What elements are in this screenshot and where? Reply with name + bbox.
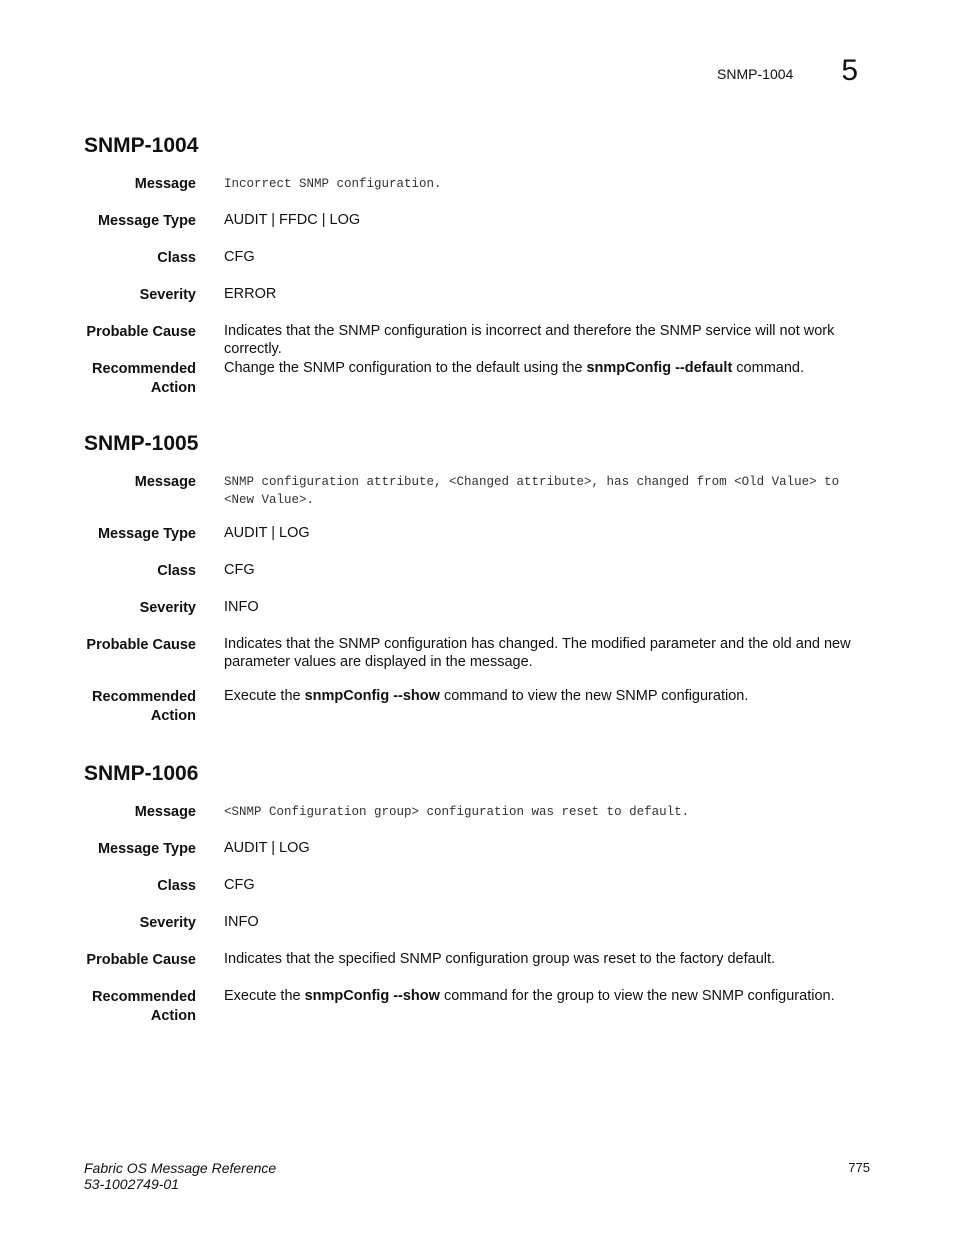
row-message xyxy=(84,802,874,839)
label-severity: Severity xyxy=(139,287,196,303)
severity-value: ERROR xyxy=(224,286,277,302)
probable-cause-value: Indicates that the specified SNMP configuration group was reset to the factory default. xyxy=(224,951,776,967)
label-class: Class xyxy=(157,250,196,266)
row-recommended-action xyxy=(84,359,874,398)
row-probable-cause xyxy=(84,635,874,687)
label-message-type: Message Type xyxy=(97,526,196,542)
probable-cause-value: Indicates that the SNMP configuration is incorrect and therefore the SNMP service will not work correctly. xyxy=(224,323,835,357)
header-section-label: SNMP-1004 xyxy=(717,66,794,82)
class-value: CFG xyxy=(224,249,255,265)
recommended-action-value: Execute the snmpConfig --show command to view the new SNMP configuration. xyxy=(224,688,749,704)
message-text: Incorrect SNMP configuration. xyxy=(224,177,442,191)
recommended-action-value: Execute the snmpConfig --show command for the group to view the new SNMP configuration. xyxy=(224,988,835,1004)
row-message xyxy=(84,472,874,524)
page-footer xyxy=(84,1160,870,1192)
row-recommended-action xyxy=(84,687,874,726)
message-type-value: AUDIT | LOG xyxy=(224,525,310,541)
severity-value: INFO xyxy=(224,599,259,615)
row-severity xyxy=(84,598,874,635)
label-message: Message xyxy=(134,176,196,192)
row-severity xyxy=(84,285,874,322)
row-message-type xyxy=(84,839,874,876)
command-name: snmpConfig --show xyxy=(304,688,440,704)
message-text: <SNMP Configuration group> configuration was reset to default. xyxy=(224,805,690,819)
label-class: Class xyxy=(157,878,196,894)
message-text: SNMP configuration attribute, <Changed attribute>, has changed from <Old Value> to <New Value>. xyxy=(224,475,840,507)
row-message xyxy=(84,174,874,211)
class-value: CFG xyxy=(224,562,255,578)
entry-title: SNMP-1004 xyxy=(84,134,199,157)
label-severity: Severity xyxy=(139,600,196,616)
label-class: Class xyxy=(157,563,196,579)
class-value: CFG xyxy=(224,877,255,893)
message-entry-snmp-1005 xyxy=(84,432,874,726)
probable-cause-value: Indicates that the SNMP configuration has changed. The modified parameter and the old and new parameter values are displayed in the message. xyxy=(224,636,851,670)
label-recommended-action: Recommended Action xyxy=(92,361,196,396)
footer-doc-number: 53-1002749-01 xyxy=(84,1176,179,1192)
row-probable-cause xyxy=(84,950,874,987)
entry-title: SNMP-1005 xyxy=(84,432,199,455)
footer-doc-title: Fabric OS Message Reference xyxy=(84,1160,277,1176)
entry-title: SNMP-1006 xyxy=(84,762,199,785)
label-message: Message xyxy=(134,804,196,820)
label-probable-cause: Probable Cause xyxy=(86,952,196,968)
severity-value: INFO xyxy=(224,914,259,930)
page-header xyxy=(717,56,858,86)
row-message-type xyxy=(84,524,874,561)
label-recommended-action: Recommended Action xyxy=(92,989,196,1024)
row-class xyxy=(84,561,874,598)
label-message: Message xyxy=(134,474,196,490)
label-probable-cause: Probable Cause xyxy=(86,637,196,653)
message-type-value: AUDIT | FFDC | LOG xyxy=(224,212,361,228)
command-name: snmpConfig --show xyxy=(304,988,440,1004)
message-entry-snmp-1004 xyxy=(84,134,874,398)
recommended-action-value: Change the SNMP configuration to the default using the snmpConfig --default command. xyxy=(224,360,805,376)
message-type-value: AUDIT | LOG xyxy=(224,840,310,856)
message-entry-snmp-1006 xyxy=(84,762,874,1026)
label-message-type: Message Type xyxy=(97,213,196,229)
label-severity: Severity xyxy=(139,915,196,931)
row-recommended-action xyxy=(84,987,874,1026)
row-probable-cause xyxy=(84,322,874,359)
label-probable-cause: Probable Cause xyxy=(86,324,196,340)
command-name: snmpConfig --default xyxy=(586,360,733,376)
row-severity xyxy=(84,913,874,950)
footer-page-number: 775 xyxy=(848,1160,870,1175)
row-message-type xyxy=(84,211,874,248)
label-message-type: Message Type xyxy=(97,841,196,857)
row-class xyxy=(84,876,874,913)
row-class xyxy=(84,248,874,285)
label-recommended-action: Recommended Action xyxy=(92,689,196,724)
header-chapter-number: 5 xyxy=(841,54,858,87)
